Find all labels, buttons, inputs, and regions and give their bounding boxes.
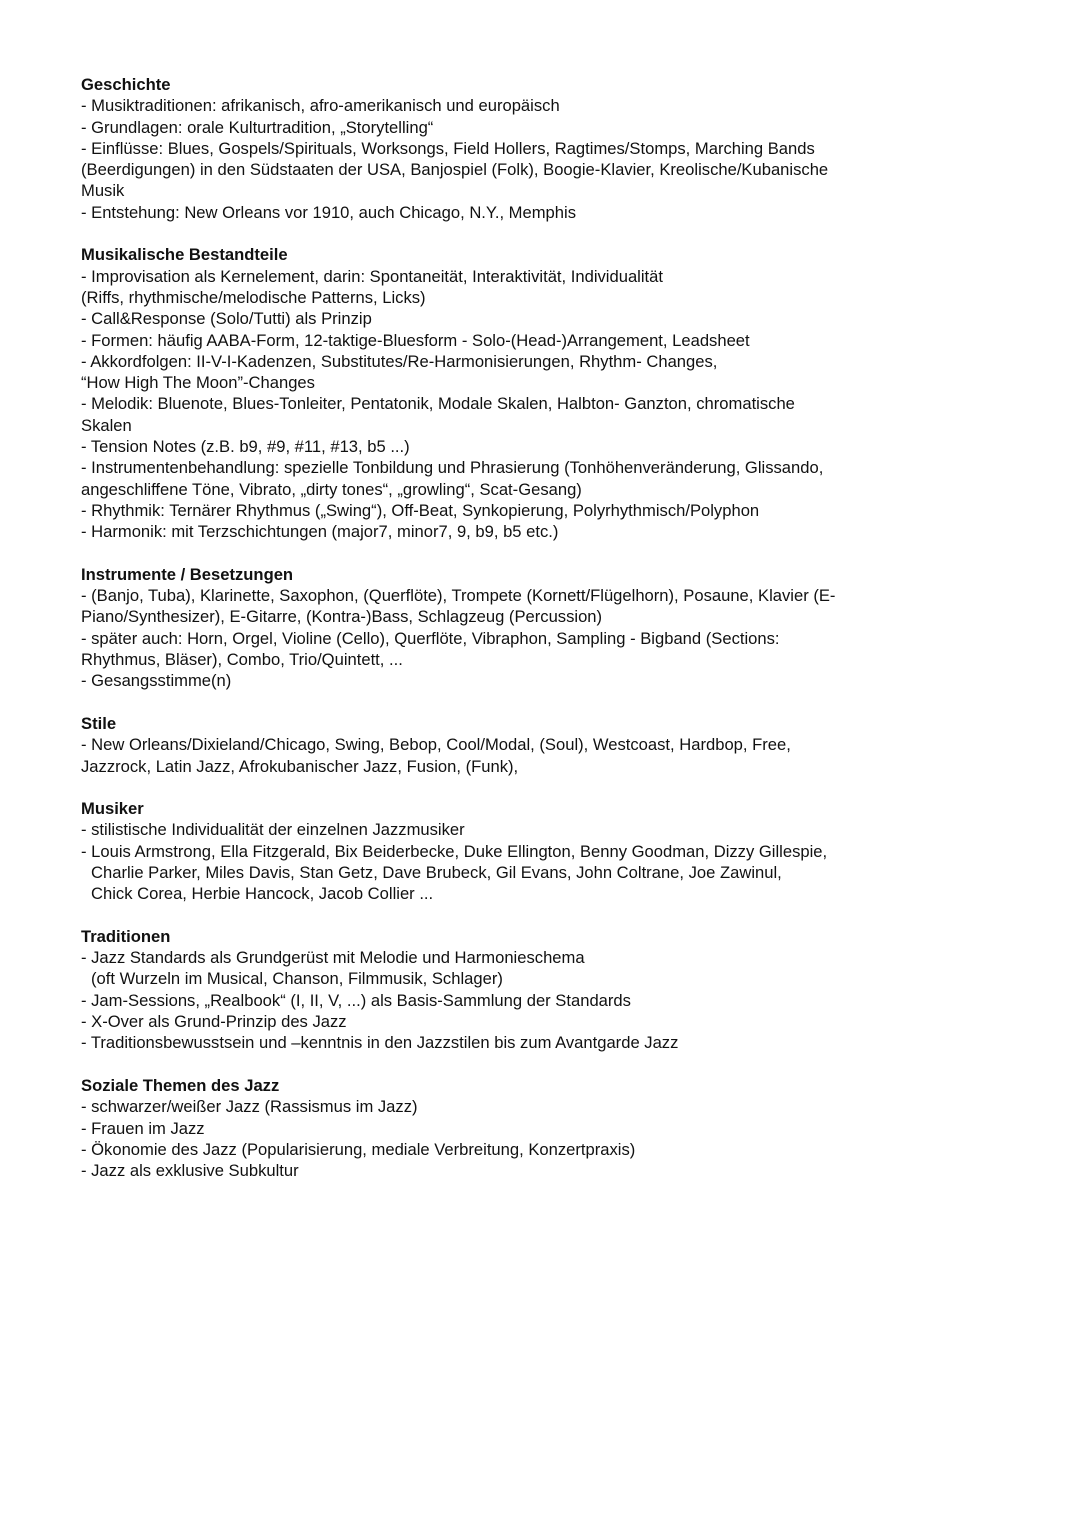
text-line: Jazzrock, Latin Jazz, Afrokubanischer Jazz, Fusion, (Funk),	[81, 756, 519, 776]
section-geschichte	[81, 74, 1021, 223]
section-instrumente-besetzungen	[81, 564, 1021, 692]
text-line: Charlie Parker, Miles Davis, Stan Getz, Dave Brubeck, Gil Evans, John Coltrane, Joe Zawinul,	[91, 862, 782, 882]
text-line: - Frauen im Jazz	[81, 1118, 205, 1138]
section-soziale-themen	[81, 1075, 1021, 1181]
text-line: - Jam-Sessions, „Realbook“ (I, II, V, ...) als Basis-Sammlung der Standards	[81, 990, 631, 1010]
text-line: - Musiktraditionen: afrikanisch, afro-amerikanisch und europäisch	[81, 96, 560, 116]
text-line: - Tension Notes (z.B. b9, #9, #11, #13, b5 ...)	[81, 437, 410, 457]
section-heading: Soziale Themen des Jazz	[81, 1075, 280, 1095]
text-line: Musik	[81, 181, 125, 201]
text-line: - Akkordfolgen: II-V-I-Kadenzen, Substitutes/Re-Harmonisierungen, Rhythm- Changes,	[81, 351, 718, 371]
section-heading: Musikalische Bestandteile	[81, 245, 288, 265]
section-traditionen	[81, 926, 1021, 1054]
text-line: - Rhythmik: Ternärer Rhythmus („Swing“), Off-Beat, Synkopierung, Polyrhythmisch/Polyphon	[81, 500, 760, 520]
text-line: - New Orleans/Dixieland/Chicago, Swing, Bebop, Cool/Modal, (Soul), Westcoast, Hardbop, Free,	[81, 735, 791, 755]
section-heading: Geschichte	[81, 75, 171, 94]
text-line: - Ökonomie des Jazz (Popularisierung, mediale Verbreitung, Konzertpraxis)	[81, 1139, 636, 1159]
text-line: - Traditionsbewusstsein und –kenntnis in den Jazzstilen bis zum Avantgarde Jazz	[81, 1033, 679, 1053]
text-line: - X-Over als Grund-Prinzip des Jazz	[81, 1012, 347, 1032]
text-line: - Melodik: Bluenote, Blues-Tonleiter, Pentatonik, Modale Skalen, Halbton- Ganzton, chromatische	[81, 394, 795, 414]
text-line: - später auch: Horn, Orgel, Violine (Cello), Querflöte, Vibraphon, Sampling - Bigband (Sections:	[81, 628, 780, 648]
section-musikalische-bestandteile	[81, 244, 1021, 542]
text-line: angeschliffene Töne, Vibrato, „dirty tones“, „growling“, Scat-Gesang)	[81, 479, 582, 499]
text-line: - Jazz als exklusive Subkultur	[81, 1161, 299, 1181]
text-line: - Jazz Standards als Grundgerüst mit Melodie und Harmonieschema	[81, 948, 585, 968]
text-line: (oft Wurzeln im Musical, Chanson, Filmmusik, Schlager)	[91, 969, 503, 989]
text-line: - Gesangsstimme(n)	[81, 671, 232, 691]
section-heading: Stile	[81, 713, 117, 733]
text-line: - stilistische Individualität der einzelnen Jazzmusiker	[81, 820, 465, 840]
section-heading: Traditionen	[81, 926, 171, 946]
text-line: “How High The Moon”-Changes	[81, 373, 315, 393]
text-line: Piano/Synthesizer), E-Gitarre, (Kontra-)Bass, Schlagzeug (Percussion)	[81, 607, 603, 627]
text-line: - Improvisation als Kernelement, darin: Spontaneität, Interaktivität, Individualität	[81, 266, 664, 286]
text-line: - schwarzer/weißer Jazz (Rassismus im Jazz)	[81, 1097, 418, 1117]
text-line: - Harmonik: mit Terzschichtungen (major7, minor7, 9, b9, b5 etc.)	[81, 522, 559, 542]
section-heading: Musiker	[81, 799, 144, 819]
text-line: Chick Corea, Herbie Hancock, Jacob Collier ...	[91, 884, 434, 904]
text-line: - (Banjo, Tuba), Klarinette, Saxophon, (Querflöte), Trompete (Kornett/Flügelhorn), Posaune, Klavier (E-	[81, 586, 836, 606]
text-line: Rhythmus, Bläser), Combo, Trio/Quintett, ...	[81, 650, 403, 670]
document-page	[81, 74, 1021, 1203]
text-line: Skalen	[81, 415, 132, 435]
section-stile	[81, 713, 1021, 777]
text-line: - Call&Response (Solo/Tutti) als Prinzip	[81, 309, 372, 329]
section-heading: Instrumente / Besetzungen	[81, 564, 294, 584]
text-line: - Louis Armstrong, Ella Fitzgerald, Bix Beiderbecke, Duke Ellington, Benny Goodman, Dizzy Gillespie,	[81, 841, 828, 861]
text-line: (Riffs, rhythmische/melodische Patterns, Licks)	[81, 287, 426, 307]
text-line: - Instrumentenbehandlung: spezielle Tonbildung und Phrasierung (Tonhöhenveränderung, Glissando,	[81, 458, 824, 478]
text-line: - Einflüsse: Blues, Gospels/Spirituals, Worksongs, Field Hollers, Ragtimes/Stomps, Marching Bands	[81, 138, 815, 158]
section-musiker	[81, 798, 1021, 904]
text-line: - Formen: häufig AABA-Form, 12-taktige-Bluesform - Solo-(Head-)Arrangement, Leadsheet	[81, 330, 750, 350]
text-line: (Beerdigungen) in den Südstaaten der USA, Banjospiel (Folk), Boogie-Klavier, Kreolische/Kubanische	[81, 160, 829, 180]
text-line: - Grundlagen: orale Kulturtradition, „Storytelling“	[81, 117, 434, 137]
text-line: - Entstehung: New Orleans vor 1910, auch Chicago, N.Y., Memphis	[81, 202, 576, 222]
